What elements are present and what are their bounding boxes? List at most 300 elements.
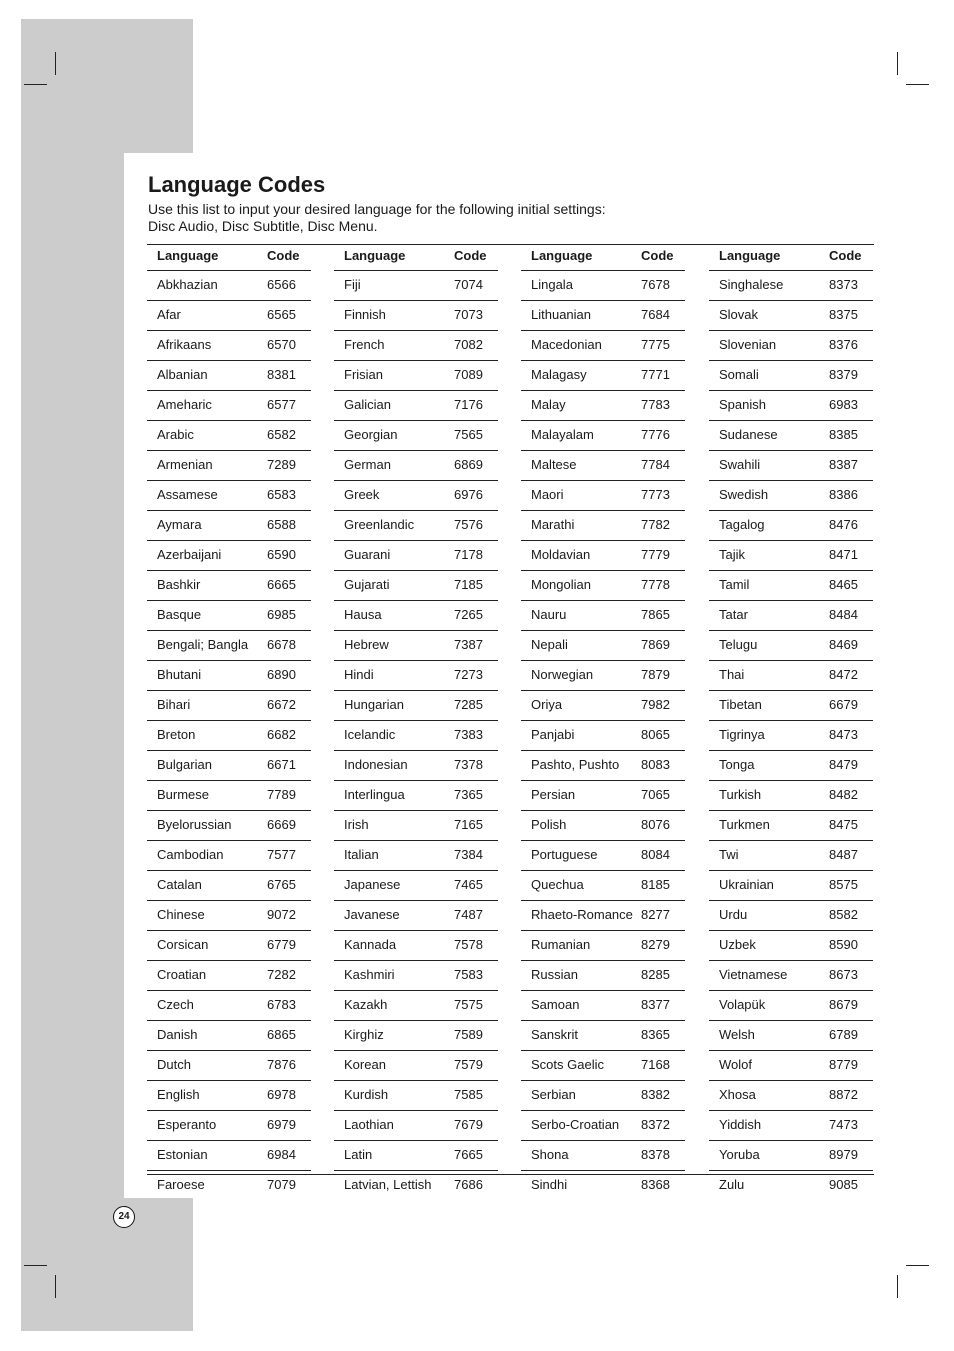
table-row [521, 991, 685, 1021]
language-name: Czech [157, 997, 194, 1012]
table-row [147, 871, 311, 901]
language-code: 8469 [829, 637, 858, 652]
language-code: 7775 [641, 337, 670, 352]
language-code: 8476 [829, 517, 858, 532]
language-code: 9085 [829, 1177, 858, 1192]
language-name: Tajik [719, 547, 746, 562]
table-row [709, 1081, 873, 1111]
language-name: Tigrinya [719, 727, 765, 742]
language-name: Serbian [531, 1087, 576, 1102]
language-code: 8673 [829, 967, 858, 982]
crop-mark [897, 1275, 898, 1298]
language-name: English [157, 1087, 200, 1102]
table-row [334, 1021, 498, 1051]
intro-line: Use this list to input your desired language for the following initial settings: [148, 201, 606, 217]
language-name: Kirghiz [344, 1027, 384, 1042]
table-row [147, 421, 311, 451]
table-row [334, 361, 498, 391]
table-row [147, 1111, 311, 1141]
table-row [334, 631, 498, 661]
language-name: Tamil [719, 577, 750, 592]
table-row [147, 811, 311, 841]
crop-mark [55, 52, 56, 75]
language-code: 6678 [267, 637, 296, 652]
language-code: 8465 [829, 577, 858, 592]
table-column [709, 245, 873, 1200]
table-row [709, 841, 873, 871]
language-name: Latvian, Lettish [344, 1177, 432, 1192]
table-row [521, 841, 685, 871]
language-code: 8379 [829, 367, 858, 382]
table-row [709, 871, 873, 901]
table-row [334, 841, 498, 871]
language-code: 7576 [454, 517, 483, 532]
language-name: Corsican [157, 937, 209, 952]
table-row [521, 781, 685, 811]
table-row [709, 1141, 873, 1171]
table-row [334, 601, 498, 631]
language-code: 7589 [454, 1027, 483, 1042]
language-code: 6978 [267, 1087, 296, 1102]
language-code: 7168 [641, 1057, 670, 1072]
table-row [334, 661, 498, 691]
language-code: 8378 [641, 1147, 670, 1162]
language-name: Abkhazian [157, 277, 218, 292]
table-row [147, 391, 311, 421]
language-name: Basque [157, 607, 202, 622]
language-name: Tonga [719, 757, 755, 772]
language-code: 6869 [454, 457, 483, 472]
table-row [709, 571, 873, 601]
language-name: Bashkir [157, 577, 201, 592]
language-name: Hindi [344, 667, 374, 682]
table-row [334, 391, 498, 421]
crop-mark [906, 1265, 929, 1266]
language-code: 7185 [454, 577, 483, 592]
language-code: 6583 [267, 487, 296, 502]
table-row [334, 871, 498, 901]
language-name: Korean [344, 1057, 386, 1072]
language-name: Dutch [157, 1057, 191, 1072]
language-name: Nepali [531, 637, 568, 652]
language-name: Breton [157, 727, 196, 742]
language-code: 7789 [267, 787, 296, 802]
table-row [521, 571, 685, 601]
language-code: 6979 [267, 1117, 296, 1132]
language-code-table [147, 244, 874, 1192]
table-row [521, 391, 685, 421]
table-row [521, 481, 685, 511]
language-name: Greek [344, 487, 380, 502]
language-name: Serbo-Croatian [531, 1117, 620, 1132]
language-name: Turkmen [719, 817, 770, 832]
language-code: 8472 [829, 667, 858, 682]
language-name: Bihari [157, 697, 191, 712]
language-code: 7665 [454, 1147, 483, 1162]
language-code: 8471 [829, 547, 858, 562]
language-code: 8872 [829, 1087, 858, 1102]
language-code: 8076 [641, 817, 670, 832]
header-code: Code [641, 248, 674, 263]
language-code: 6671 [267, 757, 296, 772]
language-name: Byelorussian [157, 817, 232, 832]
language-code: 7684 [641, 307, 670, 322]
intro-text [148, 201, 606, 234]
language-name: Sindhi [531, 1177, 568, 1192]
language-code: 7869 [641, 637, 670, 652]
language-name: Armenian [157, 457, 213, 472]
language-code: 7465 [454, 877, 483, 892]
language-code: 7378 [454, 757, 483, 772]
table-row [147, 931, 311, 961]
table-row [147, 331, 311, 361]
language-name: Nauru [531, 607, 567, 622]
language-code: 8387 [829, 457, 858, 472]
language-code: 7679 [454, 1117, 483, 1132]
language-code: 7773 [641, 487, 670, 502]
intro-line: Disc Audio, Disc Subtitle, Disc Menu. [148, 217, 378, 234]
language-name: Tatar [719, 607, 748, 622]
language-code: 7089 [454, 367, 483, 382]
language-code: 8185 [641, 877, 670, 892]
language-name: Polish [531, 817, 567, 832]
language-name: Swedish [719, 487, 769, 502]
language-code: 7585 [454, 1087, 483, 1102]
language-code: 6679 [829, 697, 858, 712]
table-row [147, 991, 311, 1021]
language-name: Tagalog [719, 517, 765, 532]
language-name: Indonesian [344, 757, 408, 772]
table-row [709, 631, 873, 661]
language-name: Hebrew [344, 637, 389, 652]
table-row [334, 1141, 498, 1171]
language-name: Marathi [531, 517, 575, 532]
language-code: 7289 [267, 457, 296, 472]
language-name: Malayalam [531, 427, 594, 442]
language-name: Malagasy [531, 367, 587, 382]
table-row [709, 961, 873, 991]
language-code: 8368 [641, 1177, 670, 1192]
table-row [334, 1051, 498, 1081]
language-code: 7178 [454, 547, 483, 562]
language-code: 7273 [454, 667, 483, 682]
language-code: 7577 [267, 847, 296, 862]
language-code: 7073 [454, 307, 483, 322]
language-name: Turkish [719, 787, 762, 802]
table-row [334, 571, 498, 601]
table-row [521, 721, 685, 751]
table-row [521, 751, 685, 781]
table-row [709, 901, 873, 931]
table-row [147, 601, 311, 631]
language-code: 8279 [641, 937, 670, 952]
column-header [709, 245, 873, 271]
language-name: Zulu [719, 1177, 745, 1192]
language-code: 7282 [267, 967, 296, 982]
table-row [147, 481, 311, 511]
table-row [709, 511, 873, 541]
table-column [147, 245, 311, 1200]
crop-mark [906, 84, 929, 85]
header-language: Language [344, 248, 406, 263]
table-row [147, 271, 311, 301]
language-code: 7771 [641, 367, 670, 382]
language-code: 7778 [641, 577, 670, 592]
table-row [334, 961, 498, 991]
language-code: 6672 [267, 697, 296, 712]
language-name: Shona [531, 1147, 569, 1162]
table-row [521, 361, 685, 391]
table-row [334, 1081, 498, 1111]
language-name: Slovak [719, 307, 759, 322]
language-name: Catalan [157, 877, 202, 892]
language-code: 6570 [267, 337, 296, 352]
language-name: Russian [531, 967, 578, 982]
table-row [521, 451, 685, 481]
language-name: Greenlandic [344, 517, 415, 532]
table-row [147, 451, 311, 481]
language-code: 6765 [267, 877, 296, 892]
language-code: 7783 [641, 397, 670, 412]
language-name: Uzbek [719, 937, 756, 952]
language-code: 6984 [267, 1147, 296, 1162]
language-name: Scots Gaelic [531, 1057, 604, 1072]
language-name: Frisian [344, 367, 384, 382]
table-row [334, 781, 498, 811]
language-name: Lingala [531, 277, 573, 292]
language-name: Vietnamese [719, 967, 788, 982]
table-row [709, 721, 873, 751]
table-row [147, 721, 311, 751]
language-name: Wolof [719, 1057, 752, 1072]
language-code: 6582 [267, 427, 296, 442]
language-name: Sanskrit [531, 1027, 578, 1042]
language-code: 8285 [641, 967, 670, 982]
language-name: Yoruba [719, 1147, 760, 1162]
table-row [521, 1081, 685, 1111]
language-name: Telugu [719, 637, 758, 652]
language-name: Fiji [344, 277, 361, 292]
language-code: 8375 [829, 307, 858, 322]
language-name: Guarani [344, 547, 391, 562]
language-code: 8372 [641, 1117, 670, 1132]
header-code: Code [829, 248, 862, 263]
table-row [521, 1021, 685, 1051]
language-code: 6789 [829, 1027, 858, 1042]
table-row [334, 1171, 498, 1200]
language-code: 8277 [641, 907, 670, 922]
language-code: 7079 [267, 1177, 296, 1192]
table-row [521, 421, 685, 451]
language-code: 6565 [267, 307, 296, 322]
table-row [521, 631, 685, 661]
language-name: Interlingua [344, 787, 405, 802]
table-row [709, 331, 873, 361]
table-row [147, 1021, 311, 1051]
table-row [147, 571, 311, 601]
language-code: 6779 [267, 937, 296, 952]
language-code: 7473 [829, 1117, 858, 1132]
language-code: 8487 [829, 847, 858, 862]
language-name: Croatian [157, 967, 207, 982]
table-row [709, 691, 873, 721]
language-name: Bhutani [157, 667, 202, 682]
table-row [334, 721, 498, 751]
crop-mark [897, 52, 898, 75]
language-name: Volapük [719, 997, 766, 1012]
table-row [709, 541, 873, 571]
language-code: 6890 [267, 667, 296, 682]
table-row [709, 811, 873, 841]
table-row [521, 901, 685, 931]
table-row [709, 1021, 873, 1051]
language-code: 8376 [829, 337, 858, 352]
table-row [709, 781, 873, 811]
table-row [521, 961, 685, 991]
table-row [521, 331, 685, 361]
language-code: 6566 [267, 277, 296, 292]
language-code: 7578 [454, 937, 483, 952]
table-row [709, 661, 873, 691]
table-column [521, 245, 685, 1200]
table-row [334, 1111, 498, 1141]
language-code: 8382 [641, 1087, 670, 1102]
language-name: Cambodian [157, 847, 224, 862]
table-row [709, 481, 873, 511]
language-code: 8065 [641, 727, 670, 742]
header-language: Language [157, 248, 219, 263]
table-row [334, 931, 498, 961]
table-row [521, 931, 685, 961]
table-row [521, 661, 685, 691]
table-row [334, 991, 498, 1021]
language-code: 7782 [641, 517, 670, 532]
header-language: Language [531, 248, 593, 263]
language-name: Sudanese [719, 427, 778, 442]
language-code: 7165 [454, 817, 483, 832]
language-code: 7575 [454, 997, 483, 1012]
language-code: 7784 [641, 457, 670, 472]
table-row [521, 811, 685, 841]
language-code: 8385 [829, 427, 858, 442]
language-code: 8779 [829, 1057, 858, 1072]
table-row [521, 691, 685, 721]
table-row [521, 301, 685, 331]
table-row [147, 361, 311, 391]
table-row [147, 1171, 311, 1200]
language-name: Kannada [344, 937, 397, 952]
language-name: Lithuanian [531, 307, 591, 322]
language-code: 6985 [267, 607, 296, 622]
language-code: 7285 [454, 697, 483, 712]
header-code: Code [267, 248, 300, 263]
table-row [147, 1141, 311, 1171]
language-name: Azerbaijani [157, 547, 222, 562]
table-row [521, 511, 685, 541]
table-row [521, 541, 685, 571]
table-row [147, 661, 311, 691]
language-name: Estonian [157, 1147, 208, 1162]
language-code: 6983 [829, 397, 858, 412]
table-row [521, 1111, 685, 1141]
table-row [709, 991, 873, 1021]
header-language: Language [719, 248, 781, 263]
language-name: Panjabi [531, 727, 575, 742]
language-code: 8582 [829, 907, 858, 922]
table-row [334, 811, 498, 841]
table-row [147, 961, 311, 991]
language-code: 8381 [267, 367, 296, 382]
language-name: Arabic [157, 427, 194, 442]
language-code: 7876 [267, 1057, 296, 1072]
table-row [521, 271, 685, 301]
language-name: Yiddish [719, 1117, 762, 1132]
crop-mark [24, 1265, 47, 1266]
language-name: Singhalese [719, 277, 784, 292]
language-code: 7265 [454, 607, 483, 622]
language-name: Mongolian [531, 577, 591, 592]
table-column [334, 245, 498, 1200]
column-header [147, 245, 311, 271]
language-name: Ukrainian [719, 877, 774, 892]
crop-mark [24, 84, 47, 85]
language-code: 7579 [454, 1057, 483, 1072]
language-name: Twi [719, 847, 739, 862]
table-row [521, 1171, 685, 1200]
language-name: Javanese [344, 907, 400, 922]
language-code: 7776 [641, 427, 670, 442]
language-name: Somali [719, 367, 759, 382]
language-name: Norwegian [531, 667, 594, 682]
header-code: Code [454, 248, 487, 263]
language-name: Kashmiri [344, 967, 395, 982]
language-code: 8484 [829, 607, 858, 622]
language-name: Assamese [157, 487, 218, 502]
language-code: 7365 [454, 787, 483, 802]
language-name: Kazakh [344, 997, 388, 1012]
language-code: 7583 [454, 967, 483, 982]
table-row [334, 331, 498, 361]
language-code: 8377 [641, 997, 670, 1012]
language-code: 7678 [641, 277, 670, 292]
language-name: Maltese [531, 457, 577, 472]
table-row [334, 541, 498, 571]
language-name: Faroese [157, 1177, 205, 1192]
language-code: 7686 [454, 1177, 483, 1192]
language-code: 8590 [829, 937, 858, 952]
language-name: Chinese [157, 907, 205, 922]
language-code: 7387 [454, 637, 483, 652]
language-code: 6783 [267, 997, 296, 1012]
language-code: 7865 [641, 607, 670, 622]
language-name: Xhosa [719, 1087, 756, 1102]
language-name: Afrikaans [157, 337, 212, 352]
language-code: 7879 [641, 667, 670, 682]
page-number: 24 [113, 1206, 135, 1228]
language-name: Maori [531, 487, 564, 502]
language-name: German [344, 457, 391, 472]
language-name: Japanese [344, 877, 401, 892]
language-code: 7565 [454, 427, 483, 442]
language-name: Quechua [531, 877, 584, 892]
language-name: Icelandic [344, 727, 396, 742]
language-name: Portuguese [531, 847, 598, 862]
table-row [709, 301, 873, 331]
language-code: 7176 [454, 397, 483, 412]
language-code: 8979 [829, 1147, 858, 1162]
table-row [709, 271, 873, 301]
language-code: 6665 [267, 577, 296, 592]
